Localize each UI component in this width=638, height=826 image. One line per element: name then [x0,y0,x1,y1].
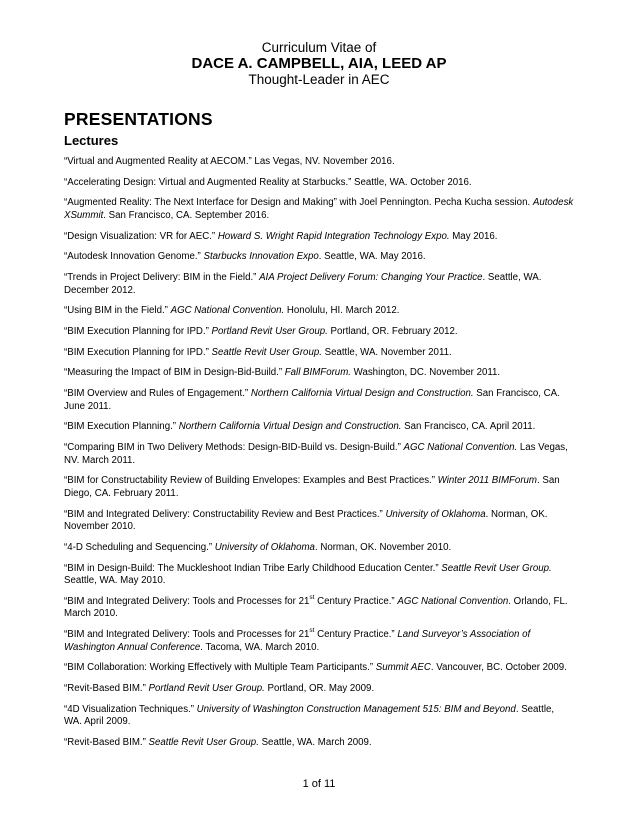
lecture-venue: Winter 2011 BIMForum [437,475,538,487]
lecture-title: “4D Visualization Techniques.” [64,703,197,715]
lecture-title-continued: Century Practice.” [314,629,398,641]
lecture-title: “BIM Execution Planning for IPD.” [64,326,212,337]
lecture-entry [64,197,574,222]
lecture-location-date: San Francisco, CA. June 2011. [64,388,560,412]
lecture-location-date: Portland, OR. February 2012. [327,326,458,337]
lecture-venue: Autodesk XSummit [64,197,574,221]
lecture-location-date: Seattle, WA. November 2011. [321,346,452,358]
lecture-location-date: . Tacoma, WA. March 2010. [200,641,320,653]
lecture-title: “Accelerating Design: Virtual and Augmented Reality at Starbucks.” Seattle, WA. October 2016. [64,176,472,188]
lecture-location-date: May 2016. [449,230,498,242]
lecture-venue: Northern California Virtual Design and Construction. [250,388,474,400]
lecture-venue: Seattle Revit User Group. [148,737,259,749]
lecture-location-date: . Seattle, WA. April 2009. [64,703,555,728]
lecture-title: “4-D Scheduling and Sequencing.” [64,541,215,553]
lecture-title-superscript: st [309,626,315,634]
lecture-title: “Measuring the Impact of BIM in Design-Bid-Build.” [64,367,285,379]
section-title-presentations: PRESENTATIONS [64,109,213,129]
lecture-title: “BIM and Integrated Delivery: Tools and Processes for 21 [64,595,310,607]
lecture-venue: AGC National Convention. [170,305,285,317]
lecture-entry [64,347,574,360]
lecture-location-date: San Francisco, CA. April 2011. [401,421,536,433]
cv-tagline: Thought-Leader in AEC [248,72,390,87]
lecture-entry [64,509,574,534]
cv-header [0,40,638,88]
lecture-entry [64,388,574,413]
lecture-location-date: . Seattle, WA. May 2016. [318,251,426,263]
lecture-venue: Seattle Revit User Group. [211,346,322,358]
subsection-title-lectures: Lectures [64,133,119,148]
lecture-title: “Autodesk Innovation Genome.” [64,251,204,263]
lecture-entry [64,737,574,750]
lecture-entry [64,704,574,729]
lecture-venue: Starbucks Innovation Expo [203,251,319,263]
lecture-entry [64,683,574,696]
lecture-title-continued: Century Practice.” [314,595,398,607]
lecture-title: “BIM for Constructability Review of Building Envelopes: Examples and Best Practices.” [64,475,438,487]
lecture-entry [64,272,574,297]
lectures-list [64,156,574,758]
lecture-entry [64,421,574,434]
cv-name: DACE A. CAMPBELL, AIA, LEED AP [191,55,447,72]
lecture-location-date: . Norman, OK. November 2010. [314,541,452,553]
lecture-title: “BIM and Integrated Delivery: Constructability Review and Best Practices.” [64,508,386,520]
cv-header-line1: Curriculum Vitae of [261,40,377,55]
lecture-venue: University of Oklahoma [214,541,315,553]
lecture-location-date: Washington, DC. November 2011. [350,367,501,379]
lecture-entry [64,442,574,467]
lecture-entry [64,367,574,380]
lecture-entry [64,626,574,654]
lecture-venue: University of Oklahoma [385,508,486,520]
lecture-location-date: . Vancouver, BC. October 2009. [430,662,567,674]
lecture-entry [64,156,574,169]
lecture-location-date: . Orlando, FL. March 2010. [64,595,568,620]
lecture-venue: Land Surveyor’s Association of Washington Annual Conference [64,629,531,653]
lecture-location-date: Honolulu, HI. March 2012. [284,305,400,317]
lecture-title: “BIM and Integrated Delivery: Tools and Processes for 21 [64,629,310,641]
lecture-title: “Revit-Based BIM.” [64,683,149,695]
lecture-venue: Portland Revit User Group. [211,326,328,337]
lecture-location-date: . San Diego, CA. February 2011. [64,475,560,499]
lecture-location-date: Seattle, WA. May 2010. [64,575,166,587]
lecture-location-date: . Seattle, WA. December 2012. [64,272,542,296]
lecture-title: “BIM Overview and Rules of Engagement.” [64,388,251,400]
lecture-venue: AIA Project Delivery Forum: Changing Your Practice [259,272,483,284]
lecture-title: “Augmented Reality: The Next Interface for Design and Making” with Joel Pennington. Pecha Kucha session. [64,197,533,209]
lecture-entry [64,177,574,190]
lecture-location-date: Portland, OR. May 2009. [264,683,375,695]
lecture-entry [64,475,574,500]
lecture-title: “Virtual and Augmented Reality at AECOM.” Las Vegas, NV. November 2016. [64,156,395,167]
lecture-venue: Northern California Virtual Design and Construction. [178,421,402,433]
lecture-title: “Revit-Based BIM.” [64,737,149,749]
lecture-title: “Using BIM in the Field.” [64,305,171,317]
lecture-entry [64,593,574,621]
lecture-title: “Trends in Project Delivery: BIM in the Field.” [64,272,260,284]
lecture-entry [64,231,574,244]
lecture-venue: Portland Revit User Group. [148,683,265,695]
lecture-location-date: . San Francisco, CA. September 2016. [103,209,270,221]
lecture-entry [64,326,574,339]
lecture-venue: Seattle Revit User Group. [441,562,552,574]
lecture-venue: Howard S. Wright Rapid Integration Technology Expo. [217,230,450,242]
lecture-title-superscript: st [309,593,315,601]
lecture-title: “BIM Execution Planning for IPD.” [64,346,212,358]
lecture-title: “BIM in Design-Build: The Muckleshoot Indian Tribe Early Childhood Education Center.” [64,562,442,574]
lecture-venue: AGC National Convention. [403,442,518,454]
lecture-title: “BIM Execution Planning.” [64,421,179,433]
lecture-entry [64,542,574,555]
lecture-location-date: Las Vegas, NV. March 2011. [64,442,568,466]
lecture-entry [64,563,574,588]
lecture-title: “Comparing BIM in Two Delivery Methods: Design-BID-Build vs. Design-Build.” [64,442,404,454]
page-number: 1 of 11 [302,778,336,790]
lecture-venue: University of Washington Construction Management 515: BIM and Beyond [196,703,516,715]
lecture-venue: AGC National Convention [397,595,509,607]
lecture-entry [64,251,574,264]
lecture-location-date: Seattle, WA. March 2009. [258,737,372,749]
lecture-title: “Design Visualization: VR for AEC.” [64,230,218,242]
lecture-venue: Summit AEC [375,662,431,674]
lecture-entry [64,662,574,675]
lecture-entry [64,305,574,318]
lecture-venue: Fall BIMForum. [284,367,351,379]
lecture-title: “BIM Collaboration: Working Effectively with Multiple Team Participants.” [64,662,376,674]
lecture-location-date: . Norman, OK. November 2010. [64,508,548,533]
